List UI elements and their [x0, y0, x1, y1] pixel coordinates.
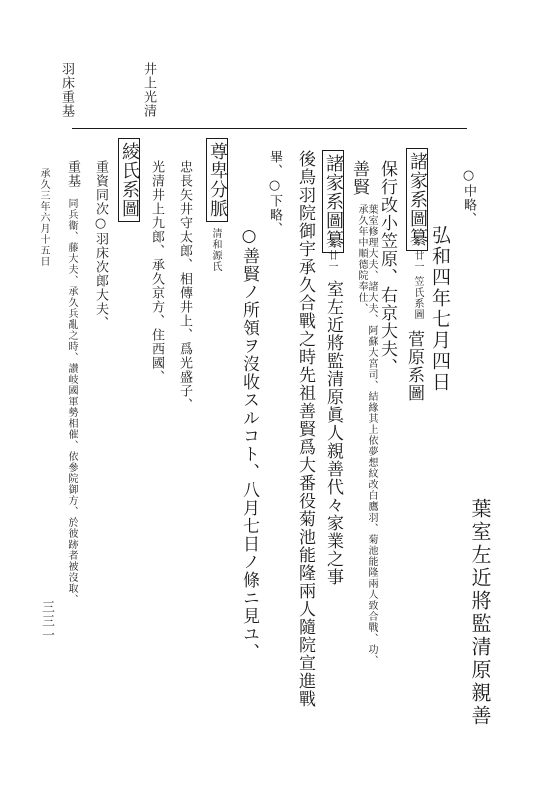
source-shoka-keizu-1: 諸家系圖纂 — [406, 148, 428, 251]
text-col-mitsukiyo: 光清井上九郎、承久京方、住西國、 — [149, 160, 164, 384]
source-sugawara: 菅原系圖 — [404, 330, 424, 402]
text-col-tadanaga: 忠長矢井守太郎、相傳井上、爲光盛子、 — [177, 160, 192, 412]
text-col-shigesuke: 重資同次○羽床次郎大夫、 — [93, 160, 108, 330]
text-col-shigemoto-note: 同兵衞、藤大夫、承久兵亂之時、讃岐國軍勢相催、依參院御方、於彼跡者被沒取、 — [66, 198, 77, 605]
source-ryoshi-keizu: 綾氏系圖 — [118, 138, 140, 222]
text-col-gotoba: 後鳥羽院御宇承久合戰之時先祖善賢爲大番役菊池能隆兩人隨院宣進戰 — [295, 150, 315, 708]
source-note-1: 廿一 笠氏系圖 — [412, 250, 423, 321]
text-col-shitsu: 室左近將監清原眞人親善代々家業之事 — [323, 280, 343, 586]
date-heading-left: 承久三年六月十五日 — [38, 168, 49, 267]
source-note-2: 廿一 — [326, 250, 337, 272]
text-col-yoshikata-name: 善賢 — [349, 160, 369, 196]
text-col-shigemoto-name: 重基 — [65, 160, 80, 188]
source-sonpi-note: 清和源氏 — [210, 228, 221, 272]
source-sonpi-bunmyaku: 尊卑分脈 — [206, 138, 228, 222]
running-header-right: 井上光清 — [141, 62, 156, 118]
running-header-left: 羽床重基 — [59, 62, 74, 118]
text-col-hoyuki: 保行改小笠原、右京大夫、 — [377, 160, 397, 376]
entry-date: 弘和四年七月四日 — [429, 225, 451, 393]
text-col-hitsu: 畢、○下略、 — [267, 150, 282, 236]
text-col-yoshikata-note-a: 承久年中順德院奉仕、 — [356, 204, 367, 314]
page-number: 三三一 — [39, 600, 54, 642]
text-col-shoryo: ○善賢ノ所領ヲ沒收スルコト、八月七日ノ條ニ見ユ、 — [239, 226, 259, 661]
omission-note: ○中略、 — [461, 168, 476, 226]
text-col-yoshikata-note-b: 葉室修理大夫、諸大夫、阿蘇大宮司、結緣其上依夢想紋改白鷹羽、菊池能隆兩人致合戰、功、 — [366, 204, 377, 666]
header-rule — [72, 128, 467, 129]
entry-title: 葉室左近將監清原親善 — [468, 498, 492, 728]
source-shoka-keizu-2: 諸家系圖纂 — [322, 150, 344, 253]
